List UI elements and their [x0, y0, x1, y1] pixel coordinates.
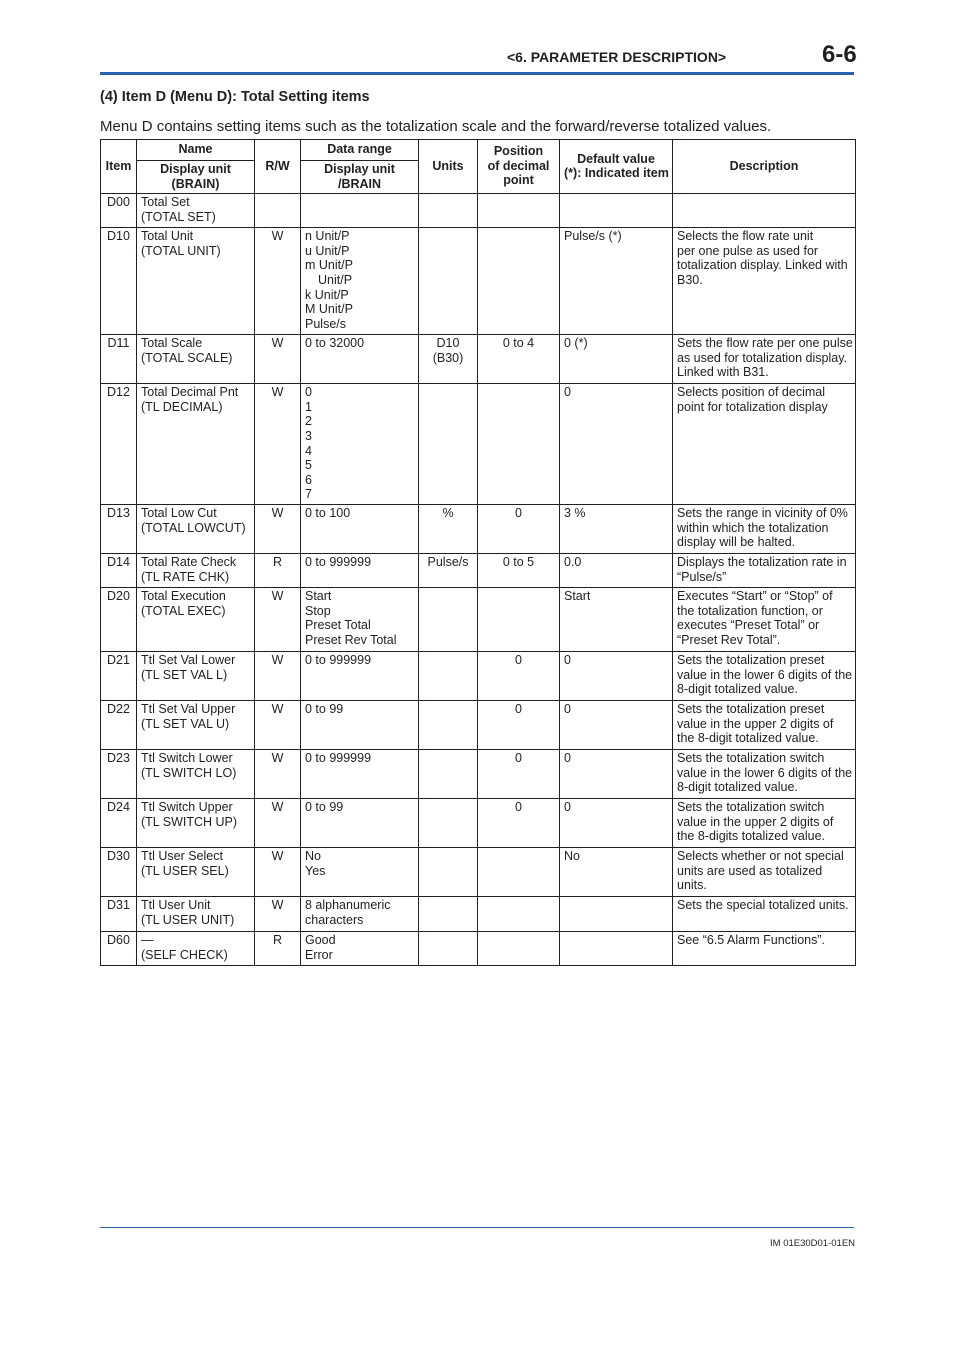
param-name [137, 701, 255, 750]
description [673, 194, 856, 228]
decimal-position [478, 588, 560, 652]
default-value: 0 [560, 701, 673, 750]
cell-line: Sets the flow rate per one pulse [677, 336, 853, 351]
header-line: (BRAIN) [171, 176, 220, 191]
decimal-position: 0 [478, 652, 560, 701]
cell-line: 1 [305, 399, 312, 414]
read-write: W [255, 848, 301, 897]
param-name [137, 228, 255, 335]
units [419, 335, 478, 384]
description [673, 588, 856, 652]
cell-line: totalization display. Linked with [677, 258, 848, 273]
table-row [101, 505, 856, 554]
cell-line: value in the upper 2 digits of [677, 716, 834, 731]
default-value: 0 (*) [560, 335, 673, 384]
header-line: of decimal [487, 158, 550, 173]
header-line: Position [493, 144, 544, 159]
cell-line: Sets the totalization preset [677, 653, 825, 668]
description [673, 652, 856, 701]
read-write: W [255, 897, 301, 932]
description [673, 897, 856, 932]
units [419, 384, 478, 505]
param-name [137, 505, 255, 554]
item-id: D13 [101, 505, 137, 554]
decimal-position [478, 848, 560, 897]
cell-line: 8 alphanumeric [305, 898, 391, 913]
default-value: 0.0 [560, 554, 673, 588]
cell-line: Stop [305, 603, 331, 618]
data-range [301, 848, 419, 897]
item-id: D12 [101, 384, 137, 505]
param-name [137, 194, 255, 228]
cell-line: 0 to 999999 [305, 751, 372, 766]
read-write: W [255, 505, 301, 554]
cell-line: 0 to 99 [305, 800, 344, 815]
cell-line: (TOTAL UNIT) [141, 243, 221, 258]
cell-line: Preset Rev Total [305, 632, 397, 647]
cell-line: — [141, 933, 154, 948]
cell-line: Total Decimal Pnt [141, 385, 239, 400]
cell-line: (TL USER SEL) [141, 863, 229, 878]
default-value [560, 932, 673, 966]
param-name [137, 384, 255, 505]
data-range [301, 932, 419, 966]
description [673, 701, 856, 750]
description [673, 384, 856, 505]
data-range [301, 652, 419, 701]
decimal-position [478, 228, 560, 335]
description [673, 848, 856, 897]
item-id: D22 [101, 701, 137, 750]
cell-line: Total Set [141, 195, 190, 210]
table-row [101, 588, 856, 652]
cell-line: 8-digit totalized value. [677, 780, 798, 795]
cell-line: Pulse/s [305, 316, 346, 331]
cell-line: Total Rate Check [141, 555, 237, 570]
header-default-value [560, 140, 673, 194]
cell-line: u Unit/P [305, 243, 350, 258]
cell-line: Ttl Switch Lower [141, 751, 233, 766]
param-name [137, 848, 255, 897]
decimal-position: 0 [478, 799, 560, 848]
default-value: Start [560, 588, 673, 652]
units [419, 897, 478, 932]
cell-line: Linked with B31. [677, 365, 769, 380]
param-name [137, 335, 255, 384]
units [419, 750, 478, 799]
cell-line: 4 [305, 443, 312, 458]
cell-line: within which the totalization [677, 520, 829, 535]
table-row [101, 932, 856, 966]
units [419, 652, 478, 701]
cell-line: per one pulse as used for [677, 243, 819, 258]
cell-line: Ttl User Select [141, 849, 223, 864]
read-write: W [255, 750, 301, 799]
cell-line: Total Execution [141, 589, 226, 604]
param-name [137, 750, 255, 799]
header-line: (*): Indicated item [564, 166, 669, 181]
header-rule [100, 72, 854, 75]
default-value: 0 [560, 799, 673, 848]
default-value: 3 % [560, 505, 673, 554]
units [419, 505, 478, 554]
description [673, 505, 856, 554]
cell-line: (TOTAL LOWCUT) [141, 520, 246, 535]
units [419, 588, 478, 652]
units [419, 799, 478, 848]
cell-line: characters [305, 912, 364, 927]
cell-line: Executes “Start” or “Stop” of [677, 589, 833, 604]
item-id: D11 [101, 335, 137, 384]
page-number: 6-6 [822, 41, 857, 68]
parameter-table [100, 139, 856, 966]
default-value: 0 [560, 750, 673, 799]
cell-line: Selects whether or not special [677, 849, 844, 864]
header-line: Default value [577, 151, 655, 166]
header-name: Name [137, 140, 255, 161]
description [673, 335, 856, 384]
default-value [560, 897, 673, 932]
cell-line: Unit/P [318, 272, 353, 287]
cell-line: 0 to 32000 [305, 336, 365, 351]
default-value [560, 194, 673, 228]
decimal-position: 0 [478, 701, 560, 750]
decimal-position: 0 [478, 505, 560, 554]
cell-line: (SELF CHECK) [141, 947, 228, 962]
cell-line: (TOTAL EXEC) [141, 603, 226, 618]
header-units: Units [419, 140, 478, 194]
subsection-heading: (4) Item D (Menu D): Total Setting items [100, 89, 370, 105]
units [419, 701, 478, 750]
intro-paragraph: Menu D contains setting items such as the totalization scale and the forward/reverse totalized values. [100, 118, 772, 135]
cell-line: Sets the special totalized units. [677, 898, 849, 913]
cell-line: Ttl Switch Upper [141, 800, 233, 815]
default-value: Pulse/s (*) [560, 228, 673, 335]
units [419, 228, 478, 335]
cell-line: Ttl User Unit [141, 898, 211, 913]
cell-line: (TL USER UNIT) [141, 912, 235, 927]
table-row [101, 652, 856, 701]
cell-line: “Preset Rev Total”. [677, 632, 781, 647]
cell-line: (TOTAL SET) [141, 209, 216, 224]
cell-line: m Unit/P [305, 258, 353, 273]
read-write: W [255, 335, 301, 384]
cell-line: Ttl Set Val Lower [141, 653, 236, 668]
cell-line: units are used as totalized [677, 863, 823, 878]
item-id: D31 [101, 897, 137, 932]
decimal-position: 0 [478, 750, 560, 799]
cell-line: (TL SWITCH UP) [141, 814, 238, 829]
cell-line: (TL SWITCH LO) [141, 765, 237, 780]
data-range [301, 228, 419, 335]
cell-line: B30. [677, 272, 703, 287]
cell-line: 7 [305, 487, 312, 502]
cell-line: Selects position of decimal [677, 385, 825, 400]
header-name-sub [137, 161, 255, 194]
cell-line: (TL SET VAL U) [141, 716, 230, 731]
item-id: D24 [101, 799, 137, 848]
data-range [301, 554, 419, 588]
cell-line: Selects the flow rate unit [677, 229, 814, 244]
cell-line: value in the lower 6 digits of the [677, 667, 853, 682]
read-write: W [255, 799, 301, 848]
cell-line: the totalization function, or [677, 603, 823, 618]
decimal-position [478, 384, 560, 505]
cell-line: executes “Preset Total” or [677, 618, 820, 633]
param-name [137, 932, 255, 966]
data-range [301, 701, 419, 750]
data-range [301, 384, 419, 505]
read-write: R [255, 932, 301, 966]
read-write: R [255, 554, 301, 588]
cell-line: D10 [436, 336, 460, 351]
item-id: D14 [101, 554, 137, 588]
cell-line: 0 to 100 [305, 506, 351, 521]
units [419, 848, 478, 897]
decimal-position [478, 897, 560, 932]
description [673, 228, 856, 335]
cell-line: (TOTAL SCALE) [141, 350, 233, 365]
header-line: Display unit [324, 162, 395, 176]
cell-line: (TL SET VAL L) [141, 667, 228, 682]
read-write: W [255, 228, 301, 335]
cell-line: Error [305, 947, 333, 962]
decimal-position [478, 194, 560, 228]
cell-line: value in the upper 2 digits of [677, 814, 834, 829]
description [673, 750, 856, 799]
table-row [101, 384, 856, 505]
cell-line: Preset Total [305, 618, 371, 633]
cell-line: display will be halted. [677, 535, 796, 550]
item-id: D60 [101, 932, 137, 966]
table-row [101, 750, 856, 799]
param-name [137, 897, 255, 932]
description [673, 932, 856, 966]
cell-line: 0 [305, 385, 312, 400]
section-title: <6. PARAMETER DESCRIPTION> [507, 49, 727, 65]
header-decimal-position [478, 140, 560, 194]
table-row [101, 897, 856, 932]
item-id: D21 [101, 652, 137, 701]
read-write: W [255, 652, 301, 701]
header-range-sub [301, 161, 419, 194]
cell-line: Sets the range in vicinity of 0% [677, 506, 848, 521]
cell-line: value in the lower 6 digits of the [677, 765, 853, 780]
document-id: IM 01E30D01-01EN [770, 1238, 856, 1249]
data-range [301, 750, 419, 799]
table-row [101, 228, 856, 335]
default-value: 0 [560, 652, 673, 701]
cell-line: M Unit/P [305, 302, 353, 317]
header-line: point [503, 173, 534, 188]
cell-line: 6 [305, 472, 312, 487]
cell-line: Sets the totalization preset [677, 702, 825, 717]
cell-line: 2 [305, 414, 312, 429]
header-data-range: Data range [301, 140, 419, 161]
table-row [101, 335, 856, 384]
item-id: D00 [101, 194, 137, 228]
table-row [101, 194, 856, 228]
data-range [301, 897, 419, 932]
cell-line: (B30) [432, 350, 464, 365]
cell-line: point for totalization display [677, 399, 828, 414]
cell-line: (TL DECIMAL) [141, 399, 223, 414]
cell-line: 5 [305, 458, 312, 473]
header-item: Item [101, 140, 137, 194]
cell-line: 0 to 999999 [305, 653, 372, 668]
param-name [137, 799, 255, 848]
cell-line: Sets the totalization switch [677, 751, 825, 766]
cell-line: % [442, 506, 454, 521]
header-description: Description [673, 140, 856, 194]
cell-line: 0 to 999999 [305, 555, 372, 570]
cell-line: Good [305, 933, 336, 948]
cell-line: (TL RATE CHK) [141, 569, 230, 584]
cell-line: 0 to 99 [305, 702, 344, 717]
table-row [101, 701, 856, 750]
cell-line: See “6.5 Alarm Functions”. [677, 933, 825, 948]
data-range [301, 799, 419, 848]
cell-line: “Pulse/s” [677, 569, 727, 584]
cell-line: n Unit/P [305, 229, 350, 244]
cell-line: units. [677, 878, 707, 893]
cell-line: No [305, 849, 321, 864]
param-name [137, 554, 255, 588]
units [419, 932, 478, 966]
decimal-position: 0 to 4 [478, 335, 560, 384]
data-range [301, 588, 419, 652]
cell-line: Start [305, 589, 332, 604]
cell-line: Total Unit [141, 229, 194, 244]
data-range [301, 505, 419, 554]
description [673, 799, 856, 848]
cell-line: Total Scale [141, 336, 203, 351]
table-row [101, 554, 856, 588]
decimal-position: 0 to 5 [478, 554, 560, 588]
decimal-position [478, 932, 560, 966]
cell-line: k Unit/P [305, 287, 349, 302]
header-line: Display unit [160, 162, 231, 176]
cell-line: Yes [305, 863, 326, 878]
header-rw: R/W [255, 140, 301, 194]
item-id: D30 [101, 848, 137, 897]
table-row [101, 848, 856, 897]
item-id: D20 [101, 588, 137, 652]
header-line: /BRAIN [337, 176, 382, 191]
cell-line: Sets the totalization switch [677, 800, 825, 815]
table-row [101, 799, 856, 848]
footer-rule [100, 1227, 854, 1228]
param-name [137, 652, 255, 701]
cell-line: as used for totalization display. [677, 350, 848, 365]
data-range [301, 335, 419, 384]
data-range [301, 194, 419, 228]
read-write: W [255, 384, 301, 505]
param-name [137, 588, 255, 652]
cell-line: the 8-digits totalized value. [677, 829, 826, 844]
default-value: 0 [560, 384, 673, 505]
cell-line: Pulse/s [427, 555, 469, 570]
default-value: No [560, 848, 673, 897]
cell-line: Ttl Set Val Upper [141, 702, 236, 717]
cell-line: the 8-digit totalized value. [677, 731, 819, 746]
cell-line: Total Low Cut [141, 506, 217, 521]
units [419, 554, 478, 588]
cell-line: Displays the totalization rate in [677, 555, 847, 570]
read-write: W [255, 701, 301, 750]
read-write [255, 194, 301, 228]
item-id: D23 [101, 750, 137, 799]
units [419, 194, 478, 228]
cell-line: 8-digit totalized value. [677, 682, 798, 697]
read-write: W [255, 588, 301, 652]
item-id: D10 [101, 228, 137, 335]
cell-line: 3 [305, 428, 312, 443]
description [673, 554, 856, 588]
